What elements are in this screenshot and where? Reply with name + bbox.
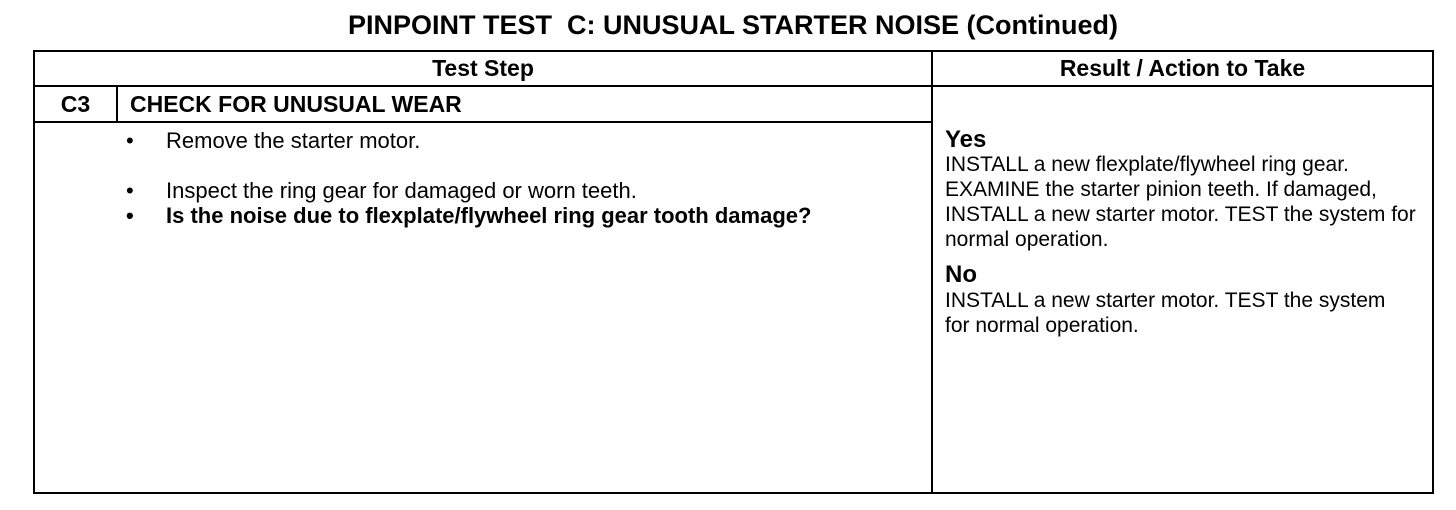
bullet-icon: • xyxy=(126,128,134,153)
step-id-divider xyxy=(116,85,118,122)
result-no-label: No xyxy=(945,261,977,288)
bullet-icon: • xyxy=(126,203,134,228)
page-title: PINPOINT TEST C: UNUSUAL STARTER NOISE (Continued) xyxy=(348,10,1118,40)
result-yes-label: Yes xyxy=(945,126,987,153)
test-step-header: Test Step xyxy=(432,55,534,81)
step-instruction: Inspect the ring gear for damaged or worn teeth. xyxy=(166,178,637,203)
result-yes-action: INSTALL a new flexplate/flywheel ring gear. EXAMINE the starter pinion teeth. If damaged, INSTALL a new starter motor. TEST the system for normal operation. xyxy=(945,153,1416,251)
step-title-divider xyxy=(33,121,932,123)
column-divider xyxy=(931,50,933,494)
step-instruction: Remove the starter motor. xyxy=(166,128,421,153)
step-id: C3 xyxy=(60,91,91,117)
bullet-icon: • xyxy=(126,178,134,203)
result-no-action: INSTALL a new starter motor. TEST the system for normal operation. xyxy=(945,289,1386,337)
result-action-header: Result / Action to Take xyxy=(1059,55,1306,81)
step-title: CHECK FOR UNUSUAL WEAR xyxy=(130,91,462,117)
step-question: Is the noise due to flexplate/flywheel ring gear tooth damage? xyxy=(166,203,812,228)
